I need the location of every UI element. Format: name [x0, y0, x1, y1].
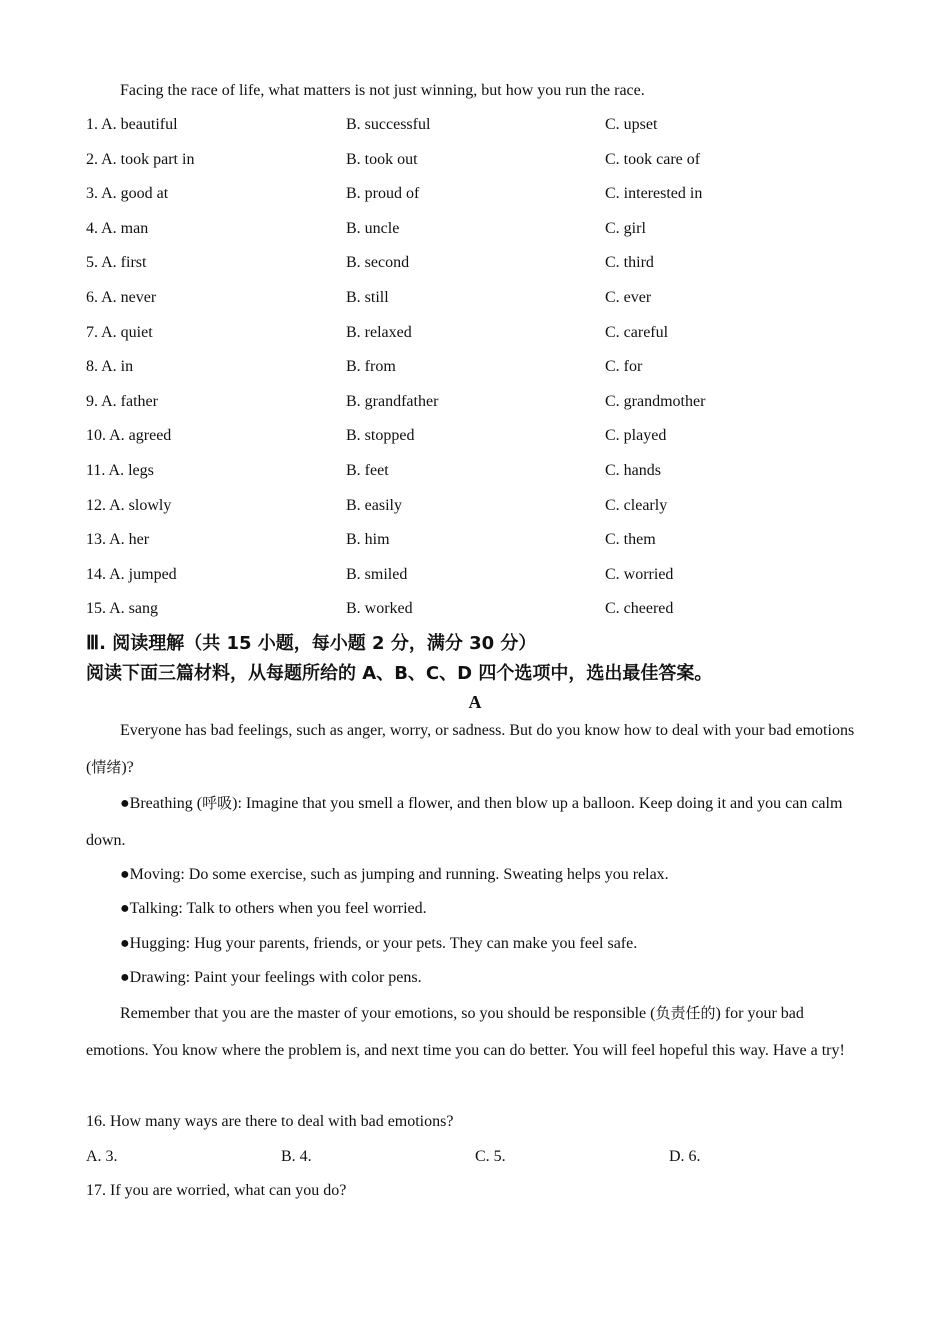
- option-c: C. clearly: [605, 497, 668, 514]
- option-a: 3. A. good at: [86, 185, 169, 202]
- option-c: C. interested in: [605, 185, 703, 202]
- option-c: C. for: [605, 358, 643, 375]
- option-a: 5. A. first: [86, 254, 147, 271]
- option-c: C. played: [605, 427, 667, 444]
- cloze-option-row: [86, 356, 866, 378]
- option-a: 6. A. never: [86, 289, 157, 306]
- option-a: 11. A. legs: [86, 462, 154, 479]
- chinese-gloss: 呼吸: [202, 794, 233, 812]
- passage-paragraph-1: [86, 712, 856, 786]
- option-a: 1. A. beautiful: [86, 116, 178, 133]
- option-a: 10. A. agreed: [86, 427, 172, 444]
- intro-sentence: Facing the race of life, what matters is not just winning, but how you run the race.: [120, 82, 645, 99]
- option-b: B. grandfather: [346, 393, 439, 410]
- cloze-option-row: [86, 322, 866, 344]
- cloze-option-row: [86, 598, 866, 620]
- option-c: C. ever: [605, 289, 652, 306]
- option-c: C. third: [605, 254, 654, 271]
- cloze-option-row: [86, 218, 866, 240]
- option-a: 9. A. father: [86, 393, 158, 410]
- option-a: 13. A. her: [86, 531, 150, 548]
- option-a: 4. A. man: [86, 220, 149, 237]
- option-b: B. second: [346, 254, 410, 271]
- cloze-option-row: [86, 114, 866, 136]
- paragraph-text: Everyone has bad feelings, such as anger, worry, or sadness. But do you know how to deal with your bad emotions (: [86, 722, 855, 776]
- option-c: C. cheered: [605, 600, 674, 617]
- question-17: 17. If you are worried, what can you do?: [86, 1182, 347, 1199]
- option-b: B. still: [346, 289, 389, 306]
- option-b: B. uncle: [346, 220, 400, 237]
- cloze-option-row: [86, 287, 866, 309]
- paragraph-text: ) for your bad emotions. You know where the problem is, and next time you can do better. You will feel hopeful this way. Have a try!: [86, 1005, 845, 1059]
- bullet-drawing: ●Drawing: Paint your feelings with color pens.: [120, 969, 422, 986]
- option-b: B. stopped: [346, 427, 415, 444]
- section-heading: [86, 632, 536, 656]
- option-c: C. 5.: [475, 1148, 506, 1165]
- option-c: C. worried: [605, 566, 674, 583]
- question-16: 16. How many ways are there to deal with bad emotions?: [86, 1113, 454, 1130]
- cloze-option-row: [86, 564, 866, 586]
- cloze-option-row: [86, 425, 866, 447]
- option-b: B. proud of: [346, 185, 420, 202]
- option-b: B. feet: [346, 462, 389, 479]
- bullet-breathing: [86, 785, 856, 859]
- paragraph-text: )?: [121, 759, 134, 776]
- section-roman-numeral: Ⅲ: [86, 633, 100, 654]
- option-d: D. 6.: [669, 1148, 701, 1165]
- cloze-option-row: [86, 391, 866, 413]
- option-b: B. worked: [346, 600, 413, 617]
- option-a: 8. A. in: [86, 358, 134, 375]
- paragraph-text: Remember that you are the master of your emotions, so you should be responsible (: [120, 1005, 656, 1022]
- bullet-hugging: ●Hugging: Hug your parents, friends, or your pets. They can make you feel safe.: [120, 935, 638, 952]
- option-c: C. them: [605, 531, 656, 548]
- option-a: 12. A. slowly: [86, 497, 172, 514]
- option-b: B. smiled: [346, 566, 408, 583]
- chinese-gloss: 负责任的: [655, 1004, 716, 1022]
- cloze-option-row: [86, 149, 866, 171]
- option-c: C. grandmother: [605, 393, 706, 410]
- cloze-option-row: [86, 529, 866, 551]
- passage-label: A: [468, 692, 482, 712]
- option-a: A. 3.: [86, 1148, 118, 1165]
- bullet-text: ●Breathing (: [120, 795, 203, 812]
- option-c: C. careful: [605, 324, 669, 341]
- passage-closing-paragraph: [86, 995, 856, 1069]
- option-a: 2. A. took part in: [86, 151, 195, 168]
- bullet-text: ): Imagine that you smell a flower, and then blow up a balloon. Keep doing it and you can calm down.: [86, 795, 843, 849]
- option-c: C. upset: [605, 116, 658, 133]
- option-b: B. took out: [346, 151, 418, 168]
- option-b: B. easily: [346, 497, 402, 514]
- option-c: C. hands: [605, 462, 661, 479]
- cloze-option-row: [86, 495, 866, 517]
- cloze-option-row: [86, 252, 866, 274]
- question-16-options: [86, 1146, 866, 1168]
- option-b: B. successful: [346, 116, 431, 133]
- option-b: B. 4.: [281, 1148, 312, 1165]
- bullet-talking: ●Talking: Talk to others when you feel worried.: [120, 900, 427, 917]
- option-c: C. took care of: [605, 151, 701, 168]
- option-b: B. him: [346, 531, 390, 548]
- bullet-moving: ●Moving: Do some exercise, such as jumping and running. Sweating helps you relax.: [120, 866, 669, 883]
- chinese-gloss: 情绪: [91, 758, 122, 776]
- option-b: B. from: [346, 358, 396, 375]
- cloze-option-row: [86, 183, 866, 205]
- option-b: B. relaxed: [346, 324, 412, 341]
- cloze-option-row: [86, 460, 866, 482]
- section-title: . 阅读理解（共 15 小题，每小题 2 分，满分 30 分）: [99, 633, 537, 654]
- section-instruction: 阅读下面三篇材料，从每题所给的 A、B、C、D 四个选项中，选出最佳答案。: [86, 663, 713, 684]
- option-a: 14. A. jumped: [86, 566, 177, 583]
- option-a: 15. A. sang: [86, 600, 158, 617]
- option-a: 7. A. quiet: [86, 324, 153, 341]
- option-c: C. girl: [605, 220, 646, 237]
